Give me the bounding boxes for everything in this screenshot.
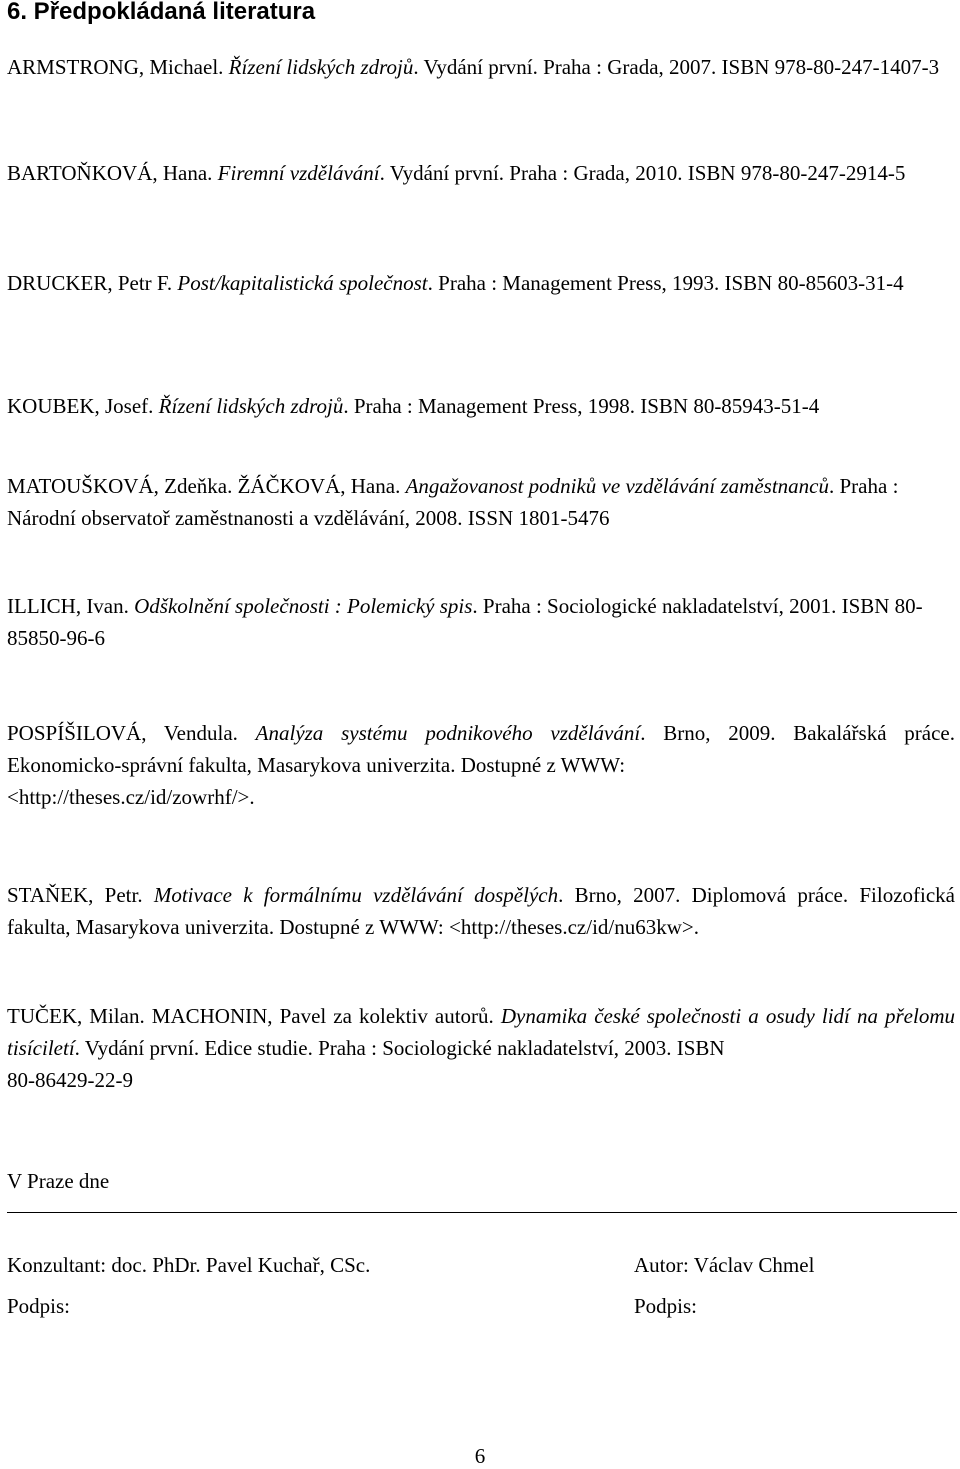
reference-stanek: STAŇEK, Petr. Motivace k formálnímu vzdělávání dospělých. Brno, 2007. Diplomová práce. Filozofická fakulta, Masarykova univerzita. Dostupné z WWW: <http://theses.cz/id/nu63kw>. bbox=[7, 883, 955, 939]
reference-koubek: KOUBEK, Josef. Řízení lidských zdrojů. Praha : Management Press, 1998. ISBN 80-85943-51-4 bbox=[7, 394, 820, 418]
consultant-name: Konzultant: doc. PhDr. Pavel Kuchař, CSc. bbox=[7, 1253, 371, 1277]
place-date: V Praze dne bbox=[7, 1169, 110, 1193]
author-name: Autor: Václav Chmel bbox=[634, 1253, 815, 1277]
author-signature-label: Podpis: bbox=[634, 1294, 698, 1318]
reference-illich: ILLICH, Ivan. Odškolnění společnosti : Polemický spis. Praha : Sociologické nakladatelství, 2001. ISBN 80-85850-96-6 bbox=[7, 594, 923, 650]
reference-bartonkova: BARTOŇKOVÁ, Hana. Firemní vzdělávání. Vydání první. Praha : Grada, 2010. ISBN 978-80-247-2914-5 bbox=[7, 161, 906, 185]
reference-pospisilova: POSPÍŠILOVÁ, Vendula. Analýza systému podnikového vzdělávání. Brno, 2009. Bakalářská práce. Ekonomicko-správní fakulta, Masarykova univerzita. Dostupné z WWW: <http://theses.cz/id/zowrhf/>. bbox=[7, 721, 955, 809]
reference-matouskova: MATOUŠKOVÁ, Zdeňka. ŽÁČKOVÁ, Hana. Angažovanost podniků ve vzdělávání zaměstnanců. Praha : Národní observatoř zaměstnanosti a vzdělávání, 2008. ISSN 1801-5476 bbox=[7, 474, 899, 530]
reference-drucker: DRUCKER, Petr F. Post/kapitalistická společnost. Praha : Management Press, 1993. ISBN 80-85603-31-4 bbox=[7, 271, 904, 295]
horizontal-rule bbox=[7, 1212, 957, 1213]
consultant-signature-label: Podpis: bbox=[7, 1294, 71, 1318]
section-heading: 6. Předpokládaná literatura bbox=[7, 0, 316, 25]
reference-armstrong: ARMSTRONG, Michael. Řízení lidských zdrojů. Vydání první. Praha : Grada, 2007. ISBN 978-80-247-1407-3 bbox=[7, 55, 940, 79]
reference-tucek: TUČEK, Milan. MACHONIN, Pavel za kolektiv autorů. Dynamika české společnosti a osudy lidí na přelomu tisíciletí. Vydání první. Edice studie. Praha : Sociologické nakladatelství, 2003. ISBN 80-86429-22-9 bbox=[7, 1004, 955, 1092]
page-number: 6 bbox=[474, 1444, 486, 1468]
